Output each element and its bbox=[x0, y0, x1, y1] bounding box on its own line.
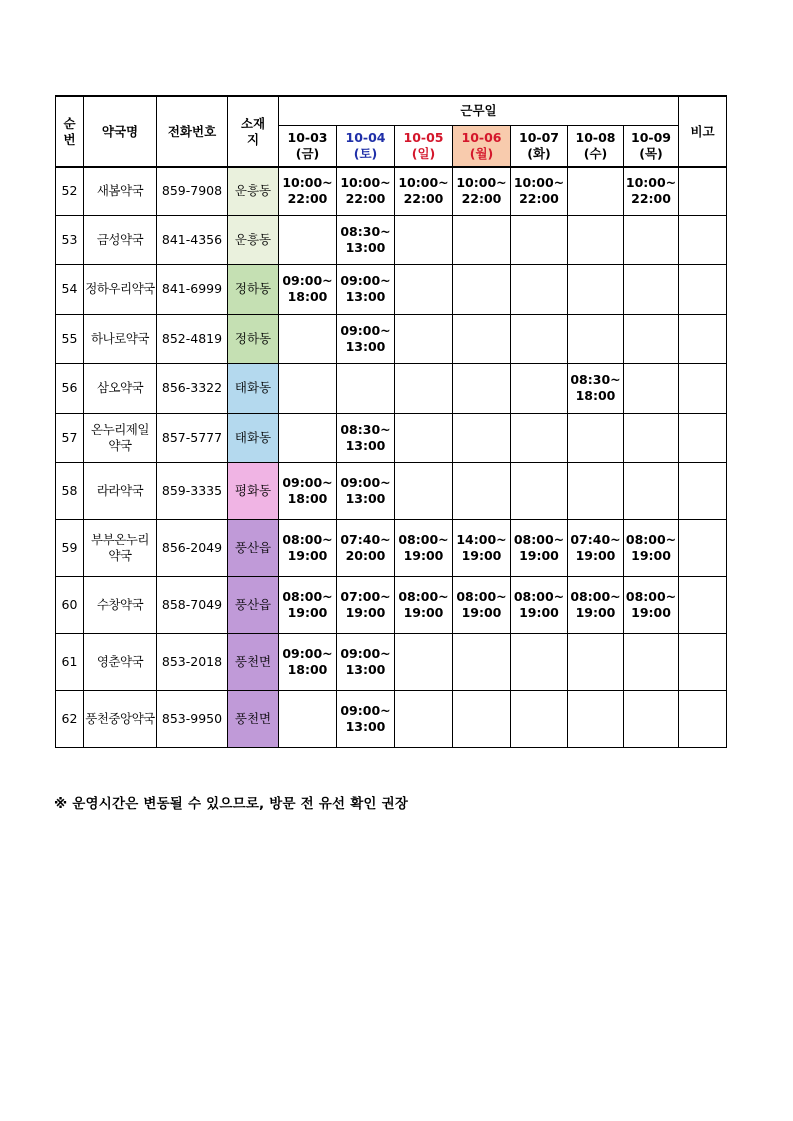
phone-number: 856-2049 bbox=[157, 519, 228, 576]
hours-cell: 08:30~ 13:00 bbox=[337, 215, 395, 264]
header-day-date: 10-09 bbox=[631, 130, 672, 145]
hours-cell bbox=[511, 363, 568, 413]
row-no: 57 bbox=[56, 413, 84, 462]
phone-number: 852-4819 bbox=[157, 314, 228, 363]
hours-cell bbox=[511, 413, 568, 462]
pharmacy-name: 영춘약국 bbox=[84, 633, 157, 690]
row-no: 59 bbox=[56, 519, 84, 576]
hours-cell: 08:00~ 19:00 bbox=[279, 519, 337, 576]
header-day-dow: (화) bbox=[527, 146, 551, 161]
hours-cell bbox=[337, 363, 395, 413]
hours-cell bbox=[624, 633, 679, 690]
hours-cell: 09:00~ 13:00 bbox=[337, 314, 395, 363]
hours-cell bbox=[453, 413, 511, 462]
hours-cell bbox=[568, 167, 624, 215]
hours-cell: 08:00~ 19:00 bbox=[453, 576, 511, 633]
hours-cell bbox=[568, 264, 624, 314]
pharmacy-name: 풍천중앙약국 bbox=[84, 690, 157, 747]
note-cell bbox=[679, 690, 727, 747]
hours-cell: 10:00~ 22:00 bbox=[279, 167, 337, 215]
footnote: ※ 운영시간은 변동될 수 있으므로, 방문 전 유선 확인 권장 bbox=[54, 796, 409, 812]
location-cell: 풍산읍 bbox=[228, 519, 279, 576]
hours-cell bbox=[279, 363, 337, 413]
header-day-10-03 bbox=[279, 126, 337, 168]
row-no: 52 bbox=[56, 167, 84, 215]
row-no: 56 bbox=[56, 363, 84, 413]
hours-cell bbox=[453, 215, 511, 264]
header-phone: 전화번호 bbox=[157, 96, 228, 167]
table-row bbox=[56, 264, 727, 314]
hours-cell bbox=[395, 462, 453, 519]
pharmacy-schedule-table bbox=[55, 95, 727, 748]
hours-cell: 07:00~ 19:00 bbox=[337, 576, 395, 633]
hours-cell bbox=[395, 264, 453, 314]
header-day-date: 10-05 bbox=[403, 130, 444, 145]
phone-number: 856-3322 bbox=[157, 363, 228, 413]
row-no: 58 bbox=[56, 462, 84, 519]
row-no: 54 bbox=[56, 264, 84, 314]
table-row bbox=[56, 690, 727, 747]
hours-cell: 10:00~ 22:00 bbox=[624, 167, 679, 215]
hours-cell: 08:30~ 13:00 bbox=[337, 413, 395, 462]
hours-cell bbox=[453, 264, 511, 314]
hours-cell bbox=[453, 462, 511, 519]
table-row bbox=[56, 314, 727, 363]
note-cell bbox=[679, 215, 727, 264]
hours-cell bbox=[568, 314, 624, 363]
header-day-10-05 bbox=[395, 126, 453, 168]
header-day-dow: (토) bbox=[353, 146, 378, 161]
hours-cell: 08:30~ 18:00 bbox=[568, 363, 624, 413]
note-cell bbox=[679, 264, 727, 314]
hours-cell: 10:00~ 22:00 bbox=[395, 167, 453, 215]
hours-cell bbox=[511, 314, 568, 363]
table-row bbox=[56, 462, 727, 519]
hours-cell bbox=[279, 215, 337, 264]
row-no: 62 bbox=[56, 690, 84, 747]
header-day-10-04 bbox=[337, 126, 395, 168]
hours-cell: 08:00~ 19:00 bbox=[395, 576, 453, 633]
phone-number: 859-3335 bbox=[157, 462, 228, 519]
hours-cell bbox=[511, 633, 568, 690]
hours-cell bbox=[395, 690, 453, 747]
phone-number: 841-6999 bbox=[157, 264, 228, 314]
hours-cell bbox=[624, 264, 679, 314]
header-name: 약국명 bbox=[84, 96, 157, 167]
table-row bbox=[56, 363, 727, 413]
hours-cell bbox=[624, 462, 679, 519]
hours-cell bbox=[453, 633, 511, 690]
location-cell: 풍천면 bbox=[228, 633, 279, 690]
table-row bbox=[56, 215, 727, 264]
hours-cell bbox=[568, 690, 624, 747]
hours-cell bbox=[511, 264, 568, 314]
row-no: 55 bbox=[56, 314, 84, 363]
header-day-dow: (수) bbox=[583, 146, 608, 161]
hours-cell: 09:00~ 18:00 bbox=[279, 264, 337, 314]
hours-cell: 10:00~ 22:00 bbox=[453, 167, 511, 215]
note-cell bbox=[679, 314, 727, 363]
hours-cell: 09:00~ 18:00 bbox=[279, 462, 337, 519]
hours-cell bbox=[279, 314, 337, 363]
header-day-date: 10-08 bbox=[575, 130, 616, 145]
hours-cell bbox=[568, 633, 624, 690]
hours-cell: 08:00~ 19:00 bbox=[624, 576, 679, 633]
hours-cell bbox=[624, 413, 679, 462]
row-no: 61 bbox=[56, 633, 84, 690]
hours-cell bbox=[395, 363, 453, 413]
header-day-date: 10-06 bbox=[461, 130, 502, 145]
table-row bbox=[56, 167, 727, 215]
header-day-date: 10-04 bbox=[345, 130, 386, 145]
header-workdays: 근무일 bbox=[279, 96, 679, 126]
location-cell: 태화동 bbox=[228, 363, 279, 413]
pharmacy-name: 새봄약국 bbox=[84, 167, 157, 215]
header-day-dow: (금) bbox=[295, 146, 320, 161]
note-cell bbox=[679, 462, 727, 519]
phone-number: 853-9950 bbox=[157, 690, 228, 747]
hours-cell bbox=[279, 413, 337, 462]
note-cell bbox=[679, 519, 727, 576]
hours-cell bbox=[395, 215, 453, 264]
hours-cell: 08:00~ 19:00 bbox=[279, 576, 337, 633]
hours-cell bbox=[511, 462, 568, 519]
pharmacy-name: 금성약국 bbox=[84, 215, 157, 264]
hours-cell bbox=[395, 314, 453, 363]
note-cell bbox=[679, 633, 727, 690]
location-cell: 풍산읍 bbox=[228, 576, 279, 633]
header-location: 소재 지 bbox=[228, 96, 279, 167]
row-no: 53 bbox=[56, 215, 84, 264]
hours-cell bbox=[568, 413, 624, 462]
pharmacy-name: 부부온누리 약국 bbox=[84, 519, 157, 576]
hours-cell: 09:00~ 13:00 bbox=[337, 462, 395, 519]
location-cell: 운흥동 bbox=[228, 167, 279, 215]
hours-cell bbox=[511, 690, 568, 747]
note-cell bbox=[679, 413, 727, 462]
note-cell bbox=[679, 167, 727, 215]
pharmacy-name: 온누리제일 약국 bbox=[84, 413, 157, 462]
hours-cell bbox=[453, 690, 511, 747]
phone-number: 841-4356 bbox=[157, 215, 228, 264]
hours-cell: 09:00~ 13:00 bbox=[337, 690, 395, 747]
hours-cell: 07:40~ 19:00 bbox=[568, 519, 624, 576]
hours-cell bbox=[511, 215, 568, 264]
hours-cell: 08:00~ 19:00 bbox=[568, 576, 624, 633]
header-day-10-09 bbox=[624, 126, 679, 168]
header-note: 비고 bbox=[679, 96, 727, 167]
location-cell: 운흥동 bbox=[228, 215, 279, 264]
hours-cell bbox=[395, 413, 453, 462]
location-cell: 평화동 bbox=[228, 462, 279, 519]
location-cell: 태화동 bbox=[228, 413, 279, 462]
phone-number: 857-5777 bbox=[157, 413, 228, 462]
hours-cell: 14:00~ 19:00 bbox=[453, 519, 511, 576]
header-no: 순 번 bbox=[56, 96, 84, 167]
header-day-dow: (일) bbox=[411, 146, 436, 161]
hours-cell bbox=[624, 690, 679, 747]
header-day-10-06 bbox=[453, 126, 511, 168]
location-cell: 풍천면 bbox=[228, 690, 279, 747]
hours-cell: 09:00~ 18:00 bbox=[279, 633, 337, 690]
hours-cell: 09:00~ 13:00 bbox=[337, 264, 395, 314]
location-cell: 정하동 bbox=[228, 264, 279, 314]
header-day-10-08 bbox=[568, 126, 624, 168]
pharmacy-name: 수창약국 bbox=[84, 576, 157, 633]
hours-cell: 10:00~ 22:00 bbox=[337, 167, 395, 215]
pharmacy-name: 라라약국 bbox=[84, 462, 157, 519]
hours-cell bbox=[568, 215, 624, 264]
header-day-10-07 bbox=[511, 126, 568, 168]
phone-number: 853-2018 bbox=[157, 633, 228, 690]
table-row bbox=[56, 519, 727, 576]
header-day-dow: (목) bbox=[639, 146, 663, 161]
table-row bbox=[56, 633, 727, 690]
header-day-date: 10-03 bbox=[287, 130, 328, 145]
hours-cell bbox=[279, 690, 337, 747]
pharmacy-name: 삼오약국 bbox=[84, 363, 157, 413]
hours-cell bbox=[395, 633, 453, 690]
hours-cell bbox=[624, 215, 679, 264]
hours-cell: 08:00~ 19:00 bbox=[511, 576, 568, 633]
hours-cell: 09:00~ 13:00 bbox=[337, 633, 395, 690]
hours-cell bbox=[453, 314, 511, 363]
table-row bbox=[56, 413, 727, 462]
hours-cell: 08:00~ 19:00 bbox=[624, 519, 679, 576]
header-day-dow: (월) bbox=[469, 146, 494, 161]
row-no: 60 bbox=[56, 576, 84, 633]
pharmacy-name: 정하우리약국 bbox=[84, 264, 157, 314]
location-cell: 정하동 bbox=[228, 314, 279, 363]
pharmacy-name: 하나로약국 bbox=[84, 314, 157, 363]
note-cell bbox=[679, 576, 727, 633]
hours-cell bbox=[568, 462, 624, 519]
hours-cell bbox=[624, 314, 679, 363]
phone-number: 858-7049 bbox=[157, 576, 228, 633]
hours-cell: 08:00~ 19:00 bbox=[511, 519, 568, 576]
phone-number: 859-7908 bbox=[157, 167, 228, 215]
hours-cell: 08:00~ 19:00 bbox=[395, 519, 453, 576]
hours-cell bbox=[453, 363, 511, 413]
hours-cell: 07:40~ 20:00 bbox=[337, 519, 395, 576]
table-row bbox=[56, 576, 727, 633]
hours-cell bbox=[624, 363, 679, 413]
note-cell bbox=[679, 363, 727, 413]
hours-cell: 10:00~ 22:00 bbox=[511, 167, 568, 215]
header-day-date: 10-07 bbox=[519, 130, 559, 145]
